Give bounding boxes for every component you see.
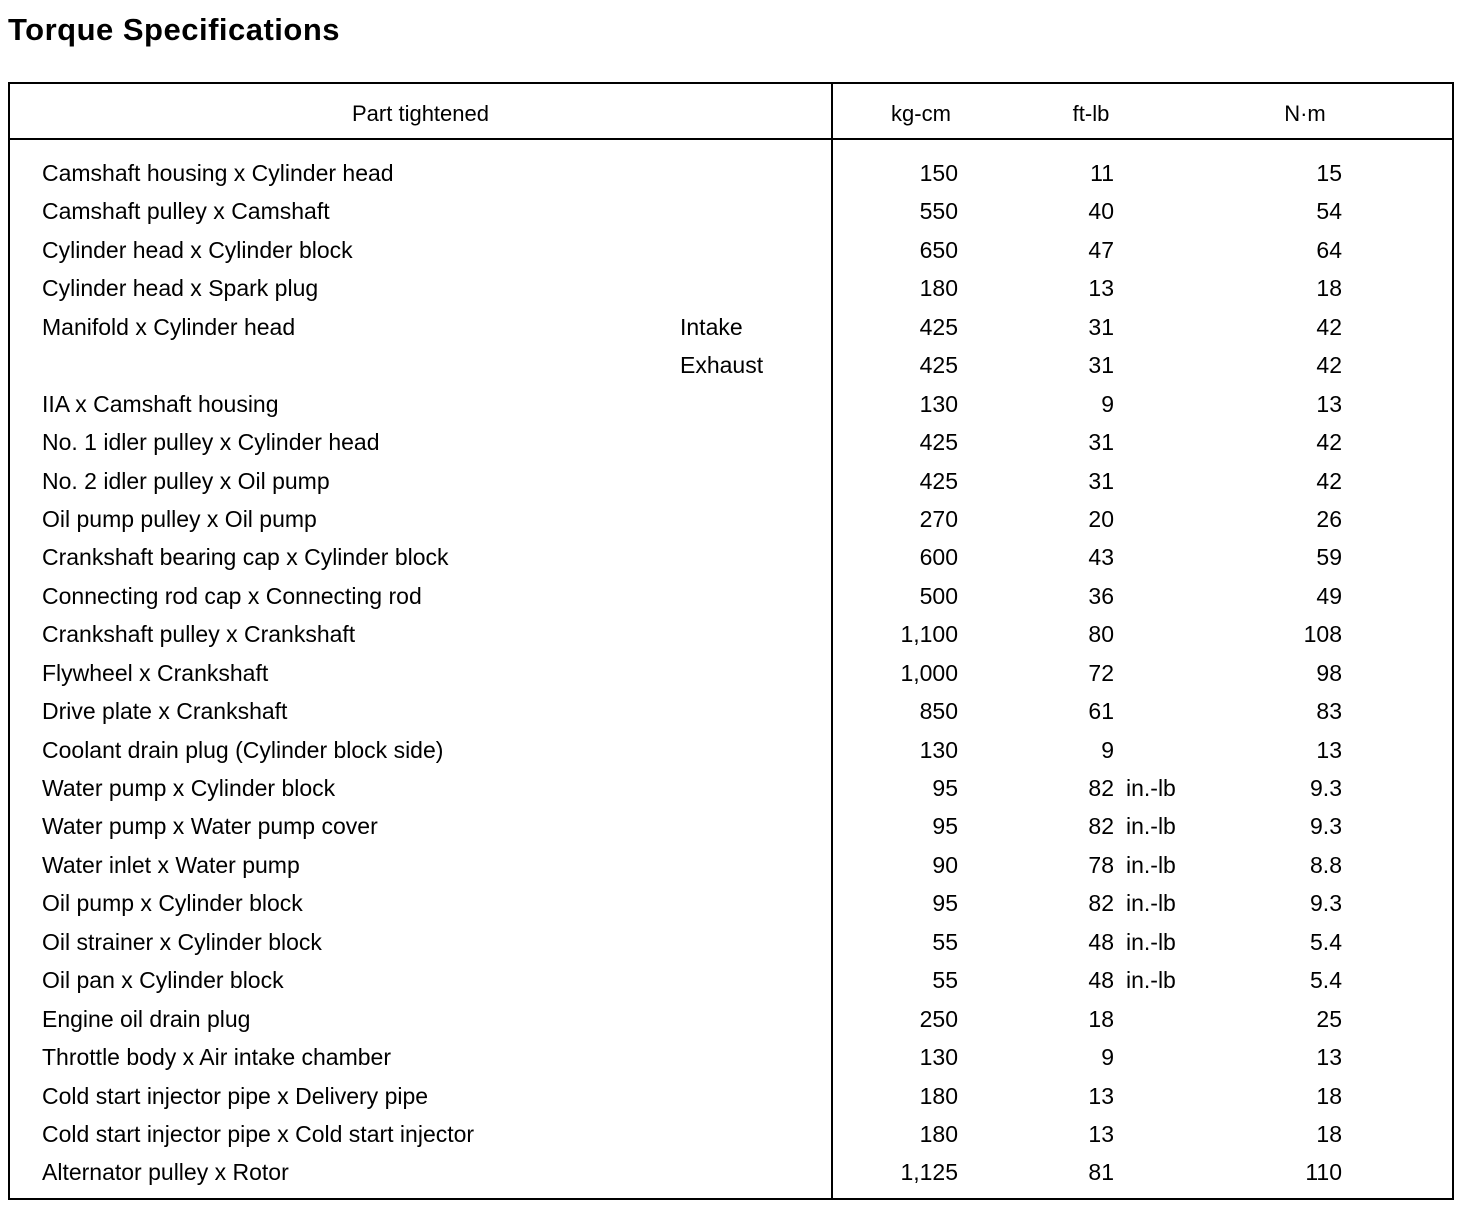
table-row [10,192,1452,230]
ft-lb-value: 31 [1088,352,1114,379]
part-name: IIA x Camshaft housing [42,390,279,417]
nm-value: 15 [1316,160,1342,186]
nm-value: 25 [1316,1005,1342,1032]
kg-cm-value: 425 [919,467,958,494]
column-header-part: Part tightened [352,101,489,126]
ft-lb-value: 36 [1088,582,1114,609]
ft-lb-value: 13 [1088,1082,1114,1109]
kg-cm-value: 600 [919,544,958,571]
column-header-nm: N·m [1284,101,1326,126]
table-row [10,654,1452,692]
table-row [10,1038,1452,1076]
ft-lb-value: 82 [1088,775,1114,801]
part-name: Coolant drain plug (Cylinder block side) [42,736,444,763]
ft-lb-value: 72 [1088,659,1114,686]
table-row [10,462,1452,500]
nm-value: 13 [1316,1044,1342,1071]
ft-lb-value: 48 [1088,928,1114,955]
ft-lb-unit: in.-lb [1126,967,1176,994]
nm-value: 83 [1316,698,1342,725]
part-name: Cylinder head x Spark plug [42,275,319,302]
part-name: Oil pump x Cylinder block [42,890,303,917]
part-name: Water pump x Cylinder block [42,775,336,801]
table-row [10,961,1452,999]
kg-cm-value: 550 [919,198,958,225]
part-name: Cold start injector pipe x Cold start injector [42,1120,475,1147]
nm-value: 5.4 [1310,967,1342,994]
table-row [10,884,1452,922]
table-row [10,615,1452,653]
ft-lb-value: 13 [1088,275,1114,302]
nm-value: 42 [1316,429,1342,456]
ft-lb-value: 9 [1101,390,1114,417]
nm-value: 8.8 [1310,851,1342,878]
nm-value: 54 [1316,198,1342,225]
page-title: Torque Specifications [8,12,341,47]
nm-value: 13 [1316,390,1342,417]
part-name: Manifold x Cylinder head [42,313,296,340]
nm-value: 59 [1316,544,1342,571]
ft-lb-value: 9 [1101,1044,1114,1071]
kg-cm-value: 850 [919,698,958,725]
ft-lb-value: 40 [1088,198,1114,225]
kg-cm-value: 1,000 [900,659,958,686]
kg-cm-value: 250 [919,1005,958,1032]
kg-cm-value: 95 [932,813,958,840]
table-row [10,538,1452,576]
ft-lb-value: 48 [1088,967,1114,994]
table-row [10,1077,1452,1115]
part-name: Connecting rod cap x Connecting rod [42,582,422,609]
header-divider [10,138,1452,140]
ft-lb-value: 9 [1101,736,1114,763]
part-name: Flywheel x Crankshaft [42,659,269,686]
kg-cm-value: 130 [919,390,958,417]
table-row [10,692,1452,730]
table-row [10,1000,1452,1038]
ft-lb-value: 47 [1088,236,1114,263]
part-name: Engine oil drain plug [42,1005,251,1032]
table-body [10,154,1452,1192]
part-name: Throttle body x Air intake chamber [42,1044,391,1071]
part-name: Oil strainer x Cylinder block [42,928,322,955]
kg-cm-value: 500 [919,582,958,609]
table-row [10,385,1452,423]
kg-cm-value: 95 [932,775,958,801]
nm-value: 9.3 [1310,890,1342,917]
part-note: Intake [680,313,743,340]
part-name: Drive plate x Crankshaft [42,698,288,725]
table-row [10,769,1452,807]
nm-value: 13 [1316,736,1342,763]
ft-lb-unit: in.-lb [1126,775,1176,801]
ft-lb-value: 31 [1088,313,1114,340]
part-name: Camshaft pulley x Camshaft [42,198,330,225]
ft-lb-value: 80 [1088,621,1114,648]
ft-lb-value: 11 [1090,160,1114,186]
ft-lb-value: 20 [1088,505,1114,532]
ft-lb-value: 81 [1088,1159,1114,1186]
ft-lb-value: 78 [1088,851,1114,878]
table-row [10,923,1452,961]
kg-cm-value: 650 [919,236,958,263]
ft-lb-unit: in.-lb [1126,813,1176,840]
table-row [10,308,1452,346]
ft-lb-unit: in.-lb [1126,890,1176,917]
nm-value: 5.4 [1310,928,1342,955]
table-row [10,1153,1452,1191]
part-name: No. 1 idler pulley x Cylinder head [42,429,380,456]
ft-lb-value: 31 [1088,429,1114,456]
column-header-kg-cm: kg-cm [891,101,951,126]
ft-lb-unit: in.-lb [1126,928,1176,955]
kg-cm-value: 425 [919,313,958,340]
table-row [10,577,1452,615]
table-row [10,231,1452,269]
nm-value: 49 [1316,582,1342,609]
ft-lb-value: 18 [1088,1005,1114,1032]
nm-value: 26 [1316,505,1342,532]
table-row [10,807,1452,845]
kg-cm-value: 180 [919,275,958,302]
part-name: Camshaft housing x Cylinder head [42,160,394,186]
nm-value: 18 [1316,275,1342,302]
ft-lb-value: 82 [1088,890,1114,917]
kg-cm-value: 130 [919,1044,958,1071]
kg-cm-value: 1,125 [900,1159,958,1186]
part-name: Oil pump pulley x Oil pump [42,505,317,532]
nm-value: 9.3 [1310,775,1342,801]
part-name: No. 2 idler pulley x Oil pump [42,467,330,494]
table-row [10,346,1452,384]
kg-cm-value: 150 [919,160,958,186]
nm-value: 18 [1316,1082,1342,1109]
nm-value: 18 [1316,1120,1342,1147]
table-row [10,1115,1452,1153]
nm-value: 64 [1316,236,1342,263]
nm-value: 108 [1303,621,1342,648]
kg-cm-value: 90 [932,851,958,878]
ft-lb-value: 61 [1088,698,1114,725]
kg-cm-value: 425 [919,429,958,456]
table-row [10,500,1452,538]
table-row [10,423,1452,461]
ft-lb-value: 43 [1088,544,1114,571]
part-name: Crankshaft pulley x Crankshaft [42,621,356,648]
table-row [10,731,1452,769]
part-name: Oil pan x Cylinder block [42,967,284,994]
kg-cm-value: 270 [919,505,958,532]
kg-cm-value: 1,100 [900,621,958,648]
ft-lb-value: 13 [1088,1120,1114,1147]
part-note: Exhaust [680,352,764,379]
ft-lb-value: 31 [1088,467,1114,494]
part-name: Cold start injector pipe x Delivery pipe [42,1082,429,1109]
nm-value: 98 [1316,659,1342,686]
kg-cm-value: 55 [932,928,958,955]
kg-cm-value: 130 [919,736,958,763]
part-name: Crankshaft bearing cap x Cylinder block [42,544,449,571]
nm-value: 110 [1305,1159,1342,1186]
ft-lb-value: 82 [1088,813,1114,840]
kg-cm-value: 425 [919,352,958,379]
table-row [10,846,1452,884]
kg-cm-value: 180 [919,1082,958,1109]
nm-value: 9.3 [1310,813,1342,840]
part-name: Alternator pulley x Rotor [42,1159,289,1186]
kg-cm-value: 55 [932,967,958,994]
nm-value: 42 [1316,313,1342,340]
part-name: Water pump x Water pump cover [42,813,378,840]
torque-table [8,82,1454,1200]
kg-cm-value: 95 [932,890,958,917]
kg-cm-value: 180 [919,1120,958,1147]
nm-value: 42 [1316,467,1342,494]
table-row [10,269,1452,307]
column-header-ft-lb: ft-lb [1072,101,1110,126]
part-name: Water inlet x Water pump [42,851,300,878]
nm-value: 42 [1316,352,1342,379]
table-row [10,154,1452,192]
ft-lb-unit: in.-lb [1126,851,1176,878]
part-name: Cylinder head x Cylinder block [42,236,353,263]
